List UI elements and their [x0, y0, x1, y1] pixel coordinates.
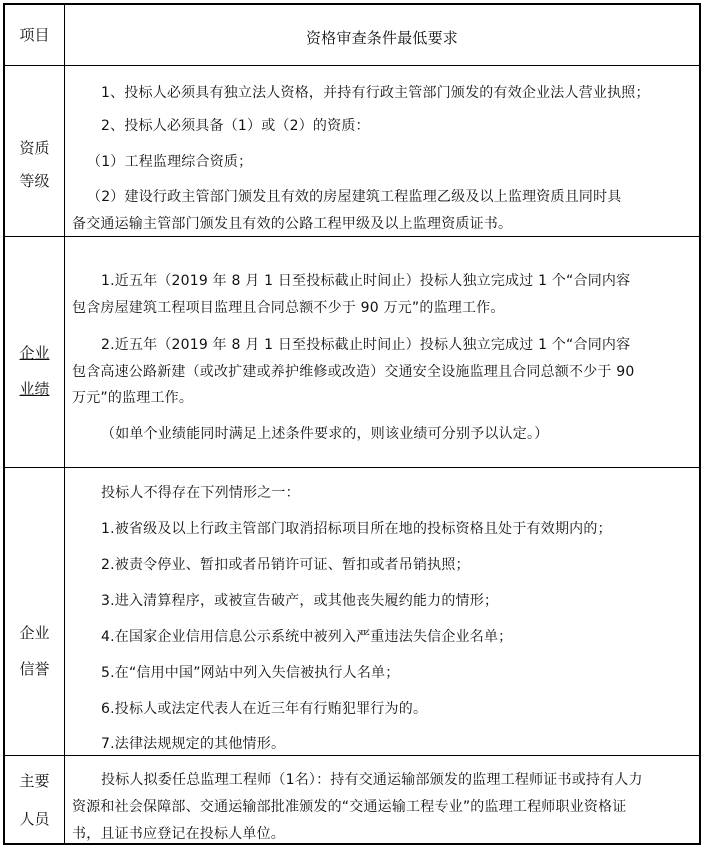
row-label-line: 信誉	[19, 660, 50, 678]
row-label-line: 业绩	[19, 380, 50, 398]
requirement-line: 3.进入清算程序，或被宣告破产，或其他丧失履约能力的情形；	[101, 593, 499, 609]
row-label-line: 人员	[19, 810, 50, 828]
requirement-line: 万元”的监理工作。	[72, 390, 194, 406]
requirement-line: 包含房屋建筑工程项目监理且合同总额不少于 90 万元”的监理工作。	[72, 300, 505, 316]
requirement-line: 书，且证书应登记在投标人单位。	[72, 826, 285, 842]
header-requirements	[65, 5, 699, 65]
requirement-line: 1.被省级及以上行政主管部门取消招标项目所在地的投标资格且处于有效期内的；	[101, 521, 612, 537]
requirement-line: 1、投标人必须具有独立法人资格，并持有行政主管部门颁发的有效企业法人营业执照；	[101, 85, 650, 101]
qualification-table	[3, 3, 701, 845]
requirement-line: 包含高速公路新建（或改扩建或养护维修或改造）交通安全设施监理且合同总额不少于 90	[72, 364, 635, 380]
requirement-line: （1）工程监理综合资质；	[87, 154, 253, 170]
row-label-line: 等级	[19, 172, 50, 190]
header-item-label: 项目	[19, 26, 50, 44]
row-label-line: 企业	[19, 624, 50, 642]
requirement-line: （2）建设行政主管部门颁发且有效的房屋建筑工程监理乙级及以上监理资质且同时具	[87, 189, 622, 205]
requirement-line: 资源和社会保障部、交通运输部批准颁发的“交通运输工程专业”的监理工程师职业资格证	[72, 799, 627, 815]
requirement-line: 2、投标人必须具备（1）或（2）的资质：	[101, 118, 370, 134]
row-label-line: 资质	[19, 139, 50, 157]
requirement-note: （如单个业绩能同时满足上述条件要求的，则该业绩可分别予以认定。）	[101, 426, 549, 442]
requirement-line: 2.近五年（2019 年 8 月 1 日至投标截止时间止）投标人独立完成过 1 个“合同内容	[101, 337, 631, 353]
requirement-line: 6.投标人或法定代表人在近三年有行贿犯罪行为的。	[101, 701, 428, 717]
requirement-line: 投标人不得存在下列情形之一：	[101, 485, 300, 501]
requirement-line: 备交通运输主管部门颁发且有效的公路工程甲级及以上监理资质证书。	[72, 216, 513, 232]
requirement-line: 4.在国家企业信用信息公示系统中被列入严重违法失信企业名单；	[101, 629, 513, 645]
row-label-line: 企业	[19, 344, 50, 362]
requirement-line: 1.近五年（2019 年 8 月 1 日至投标截止时间止）投标人独立完成过 1 个“合同内容	[101, 273, 631, 289]
requirement-line: 7.法律法规规定的其他情形。	[101, 736, 286, 752]
header-requirements-label: 资格审查条件最低要求	[305, 29, 458, 47]
requirement-line: 5.在“信用中国”网站中列入失信被执行人名单；	[101, 665, 400, 681]
requirement-line: 投标人拟委任总监理工程师（1名）：持有交通运输部颁发的监理工程师证书或持有人力	[101, 772, 643, 788]
requirement-line: 2.被责令停业、暂扣或者吊销许可证、暂扣或者吊销执照；	[101, 557, 470, 573]
row-label-line: 主要	[19, 772, 50, 790]
